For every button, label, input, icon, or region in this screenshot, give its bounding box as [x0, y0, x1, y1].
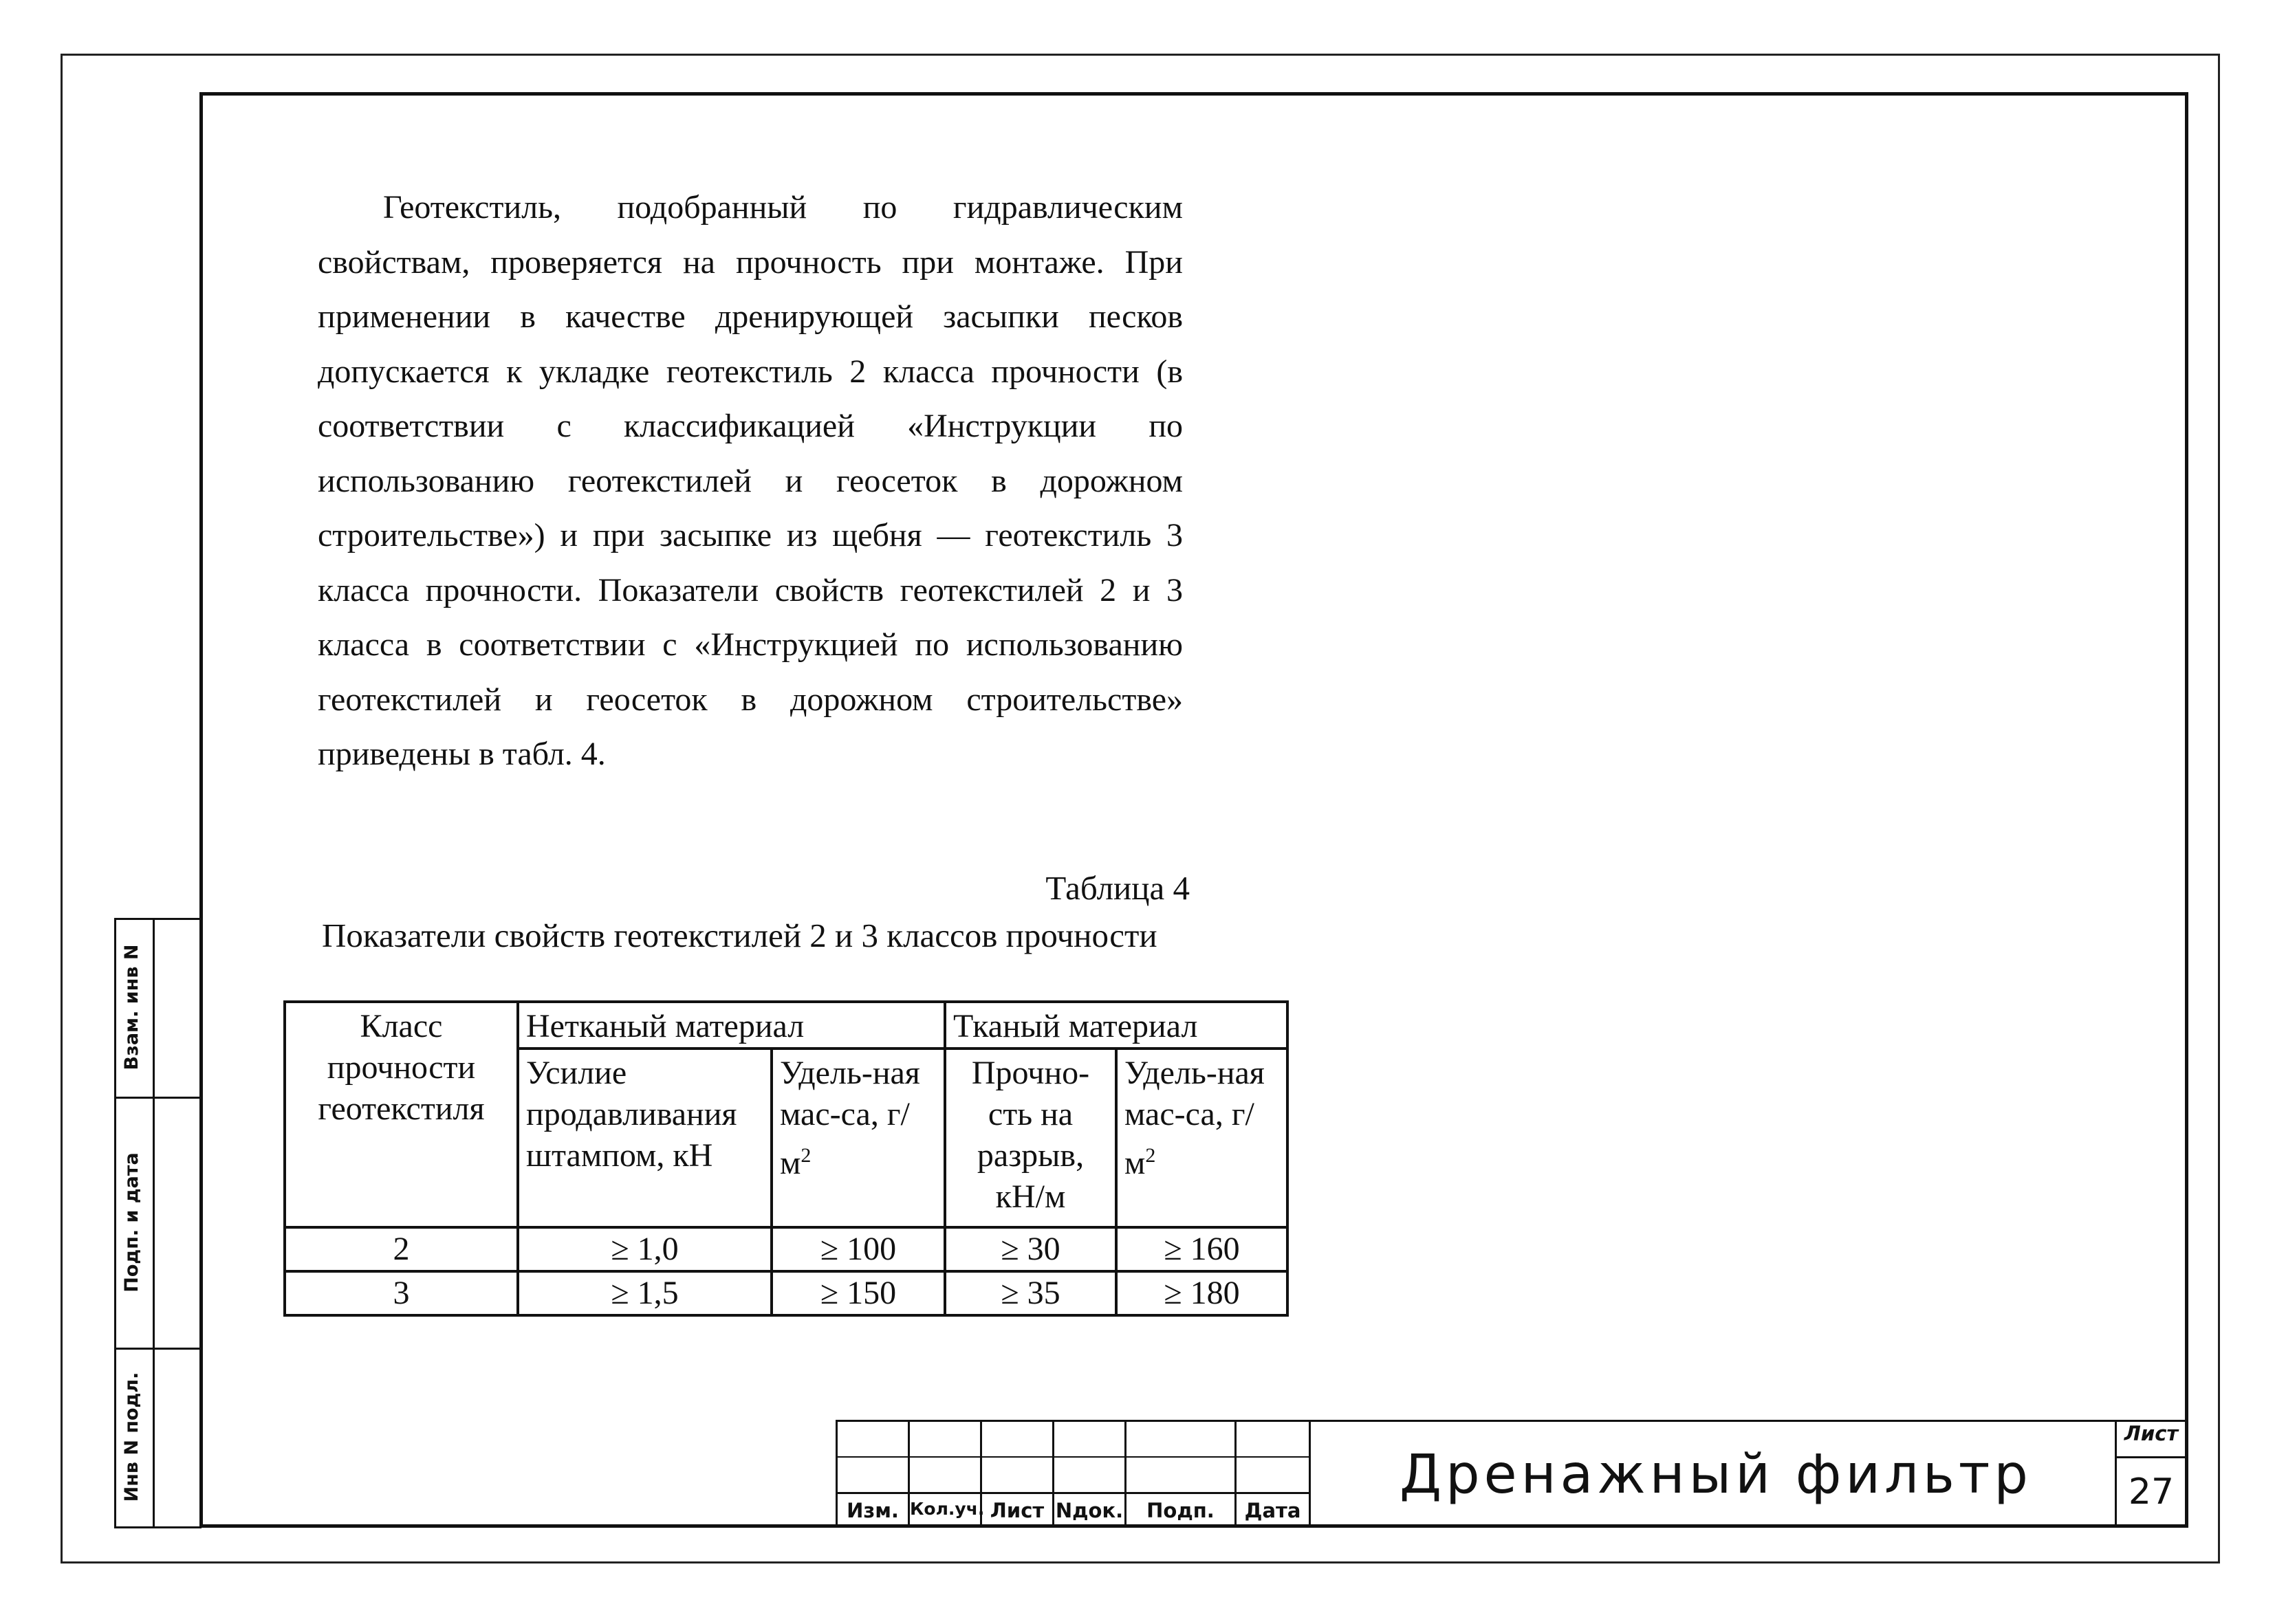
table-number: Таблица 4	[1045, 869, 1190, 907]
table-row	[285, 1227, 1287, 1271]
header-woven-text: Тканый материал	[953, 1008, 1198, 1044]
cell-class: 3	[285, 1271, 518, 1315]
header-woven-mass	[1116, 1049, 1287, 1227]
stamp-col-podp: Подп.	[1146, 1499, 1215, 1522]
stamp-col-data: Дата	[1244, 1499, 1301, 1522]
header-woven	[945, 1002, 1287, 1049]
cell-force: ≥ 1,5	[518, 1271, 772, 1315]
margin-strip-line	[114, 918, 116, 1526]
superscript: 2	[801, 1144, 812, 1167]
properties-table	[283, 1000, 1289, 1317]
cell-strength: ≥ 30	[945, 1227, 1116, 1271]
table-row	[285, 1271, 1287, 1315]
header-class-text: Класс прочности геотекстиля	[318, 1008, 485, 1127]
cell-strength: ≥ 35	[945, 1271, 1116, 1315]
stamp-col-kolich: Кол.уч.	[910, 1499, 985, 1519]
header-nonwoven	[518, 1002, 945, 1049]
margin-strip-line	[153, 918, 155, 1526]
stamp-line	[2115, 1456, 2188, 1458]
cell-mass-nonwoven: ≥ 150	[772, 1271, 945, 1315]
cell-mass-nonwoven: ≥ 100	[772, 1227, 945, 1271]
table-caption: Показатели свойств геотекстилей 2 и 3 классов прочности	[322, 917, 1157, 954]
header-force-text: Усилие продавливания штампом, кН	[526, 1055, 737, 1174]
margin-strip-line	[114, 1526, 202, 1528]
body-paragraph: Геотекстиль, подобранный по гидравлическим свойствам, проверяется на прочность при монтаже. При применении в качестве дренирующей засыпки песков допускается к укладке геотекстиль 2 класса прочности (в соответствии с классификацией «Инструкции по использованию геотекстилей и геосеток в дорожном строительстве») и при засыпке из щебня — геотекстиль 3 класса прочности. Показатели свойств геотекстилей 2 и 3 класса в соответствии с «Инструкцией по использованию геотекстилей и геосеток в дорожном строительстве» приведены в табл. 4.	[318, 189, 1183, 772]
stamp-col-izm: Изм.	[847, 1499, 899, 1522]
sheet-number: 27	[2128, 1471, 2175, 1513]
signature-date-label: Подп. и дата	[121, 1152, 142, 1293]
document-title: Дренажный фильтр	[1400, 1444, 2032, 1506]
header-woven-strength	[945, 1049, 1116, 1227]
header-mass-text: Удель-ная мас-са, г/м	[1124, 1055, 1265, 1182]
header-strength-text: Прочно-сть на разрыв, кН/м	[971, 1055, 1090, 1216]
header-nonwoven-text: Нетканый материал	[526, 1008, 805, 1044]
cell-force: ≥ 1,0	[518, 1227, 772, 1271]
header-nonwoven-force	[518, 1049, 772, 1227]
stamp-col-list: Лист	[990, 1499, 1045, 1522]
header-nonwoven-mass	[772, 1049, 945, 1227]
header-class	[285, 1002, 518, 1227]
stamp-line	[836, 1420, 2188, 1422]
sheet-label: Лист	[2124, 1422, 2179, 1445]
stamp-col-ndok: Nдок.	[1055, 1499, 1124, 1522]
superscript: 2	[1145, 1144, 1156, 1167]
cell-mass-woven: ≥ 160	[1116, 1227, 1287, 1271]
cell-class: 2	[285, 1227, 518, 1271]
header-mass-text: Удель-ная мас-са, г/м	[780, 1055, 920, 1182]
inventory-original-label: Инв N подл.	[121, 1372, 142, 1502]
replaced-inventory-label: Взам. инв N	[121, 944, 142, 1071]
stamp-line	[836, 1456, 1310, 1458]
cell-mass-woven: ≥ 180	[1116, 1271, 1287, 1315]
stamp-line	[836, 1492, 1310, 1494]
